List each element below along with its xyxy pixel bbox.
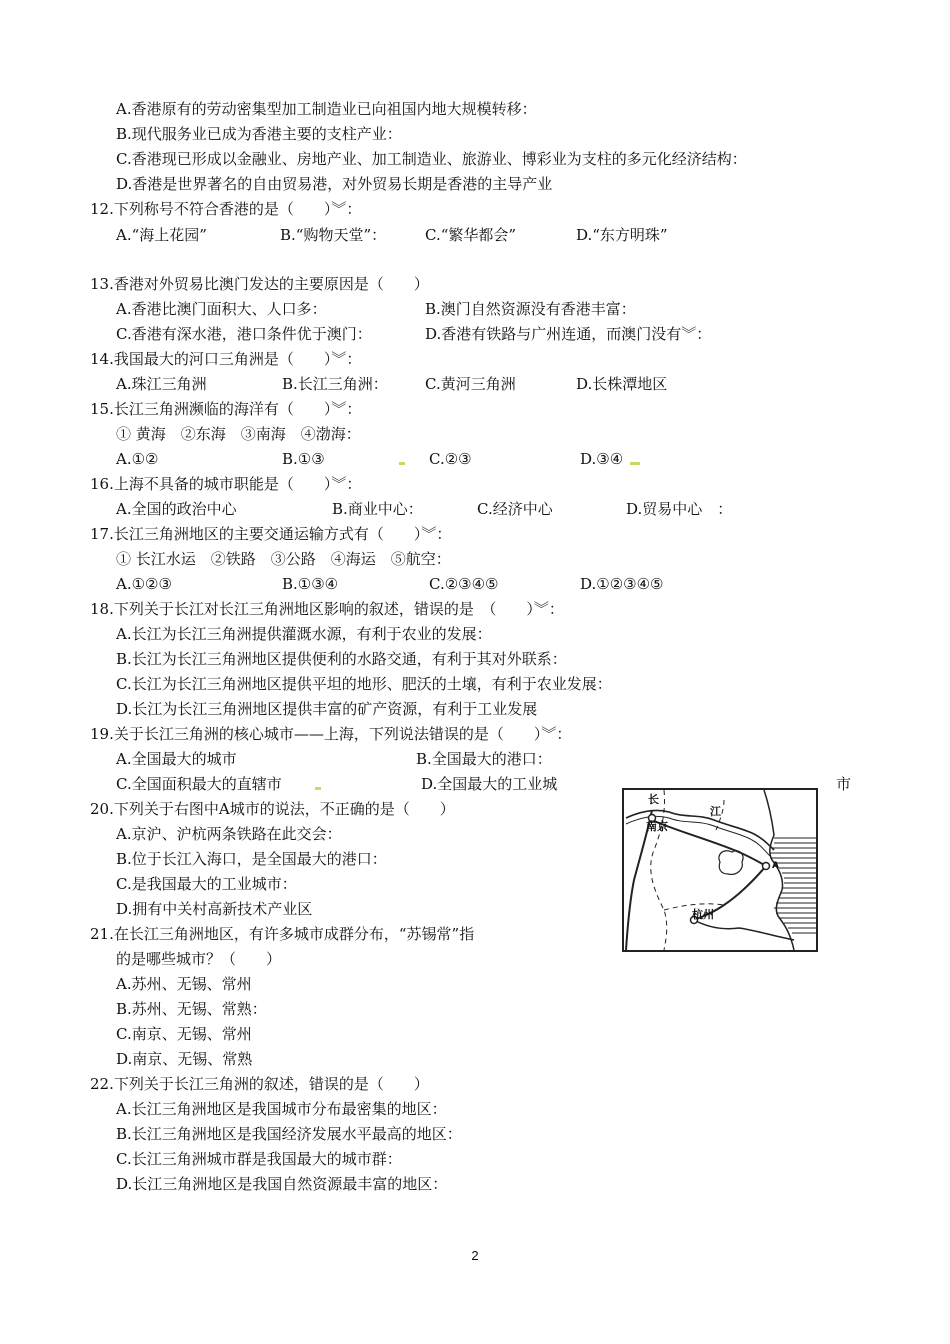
q21-stem-continued: 的是哪些城市？（ ）: [116, 950, 282, 968]
map-label-a: A: [772, 861, 779, 871]
q20-option-d: D.拥有中关村高新技术产业区: [116, 900, 313, 918]
map-label-hangzhou: 杭州: [692, 908, 714, 921]
q15-stem: 15.长江三角洲濒临的海洋有（ ）︾：: [90, 400, 362, 418]
q11-option-a: A.香港原有的劳动密集型加工制造业已向祖国内地大规模转移：: [116, 100, 537, 118]
q16-option-a: A.全国的政治中心: [116, 500, 237, 518]
q21-option-b: B.苏州、无锡、常熟：: [116, 1000, 267, 1018]
q16-option-c: C.经济中心: [477, 500, 553, 518]
q11-option-d: D.香港是世界著名的自由贸易港，对外贸易长期是香港的主导产业: [116, 175, 553, 193]
q13-option-a: A.香港比澳门面积大、人口多：: [116, 300, 327, 318]
q18-option-c: C.长江为长江三角洲地区提供平坦的地形、肥沃的土壤，有利于农业发展：: [116, 675, 612, 693]
map-label-jiang: 江: [710, 805, 721, 818]
q19-option-d: D.全国最大的工业城: [421, 775, 558, 793]
q18-option-b: B.长江为长江三角洲地区提供便利的水路交通，有利于其对外联系：: [116, 650, 567, 668]
q15-items: ① 黄海 ②东海 ③南海 ④渤海：: [116, 425, 361, 443]
q17-stem: 17.长江三角洲地区的主要交通运输方式有（ ）︾：: [90, 525, 452, 543]
highlight-mark: [399, 462, 405, 465]
q22-stem: 22.下列关于长江三角洲的叙述，错误的是（ ）: [90, 1075, 429, 1093]
q13-stem: 13.香港对外贸易比澳门发达的主要原因是（ ）: [90, 275, 429, 293]
q12-option-c: C.“繁华都会”: [425, 226, 517, 244]
q18-stem: 18.下列关于长江对长江三角洲地区影响的叙述，错误的是 （ ）︾：: [90, 600, 564, 618]
q13-option-c: C.香港有深水港，港口条件优于澳门：: [116, 325, 372, 343]
sea-hatching: [770, 838, 816, 933]
yangtze-delta-map: [622, 788, 818, 952]
q15-option-d: D.③④: [580, 450, 624, 468]
q14-option-c: C.黄河三角洲: [425, 375, 516, 393]
q20-option-b: B.位于长江入海口，是全国最大的港口：: [116, 850, 387, 868]
map-label-nanjing: 南京: [646, 820, 668, 833]
q20-stem: 20.下列关于右图中A城市的说法，不正确的是（ ）: [90, 800, 455, 818]
highlight-mark: [315, 787, 321, 790]
q12-option-d: D.“东方明珠”: [576, 226, 668, 244]
q15-option-b: B.①③: [282, 450, 325, 468]
q14-stem: 14.我国最大的河口三角洲是（ ）︾：: [90, 350, 362, 368]
q15-option-c: C.②③: [429, 450, 472, 468]
q16-stem: 16.上海不具备的城市职能是（ ）︾：: [90, 475, 362, 493]
q18-option-d: D.长江为长江三角洲地区提供丰富的矿产资源，有利于工业发展: [116, 700, 538, 718]
q22-option-b: B.长江三角洲地区是我国经济发展水平最高的地区：: [116, 1125, 462, 1143]
q14-option-b: B.长江三角洲：: [282, 375, 388, 393]
q19-option-c: C.全国面积最大的直辖市: [116, 775, 282, 793]
q21-stem: 21.在长江三角洲地区，有许多城市成群分布，“苏锡常”指: [90, 925, 475, 943]
coastline: [764, 790, 794, 950]
q12-stem: 12.下列称号不符合香港的是（ ）︾：: [90, 200, 362, 218]
q22-option-d: D.长江三角洲地区是我国自然资源最丰富的地区：: [116, 1175, 448, 1193]
q22-option-a: A.长江三角洲地区是我国城市分布最密集的地区：: [116, 1100, 447, 1118]
q12-option-b: B.“购物天堂”：: [280, 226, 387, 244]
page-number: 2: [471, 1248, 479, 1263]
q21-option-a: A.苏州、无锡、常州: [116, 975, 252, 993]
q19-stem: 19.关于长江三角洲的核心城市——上海，下列说法错误的是（ ）︾：: [90, 725, 572, 743]
highlight-mark: [630, 462, 640, 465]
q11-option-c: C.香港现已形成以金融业、房地产业、加工制造业、旅游业、博彩业为支柱的多元化经济结构：: [116, 150, 747, 168]
q22-option-c: C.长江三角洲城市群是我国最大的城市群：: [116, 1150, 402, 1168]
map-label-chang: 长: [648, 793, 659, 806]
railway-jinghu: [652, 820, 766, 866]
city-marker-a: [763, 863, 770, 870]
q13-option-b: B.澳门自然资源没有香港丰富：: [425, 300, 636, 318]
q17-option-b: B.①③④: [282, 575, 339, 593]
q17-option-c: C.②③④⑤: [429, 575, 499, 593]
q21-option-d: D.南京、无锡、常熟: [116, 1050, 253, 1068]
q13-option-d: D.香港有铁路与广州连通，而澳门没有︾：: [425, 325, 712, 343]
q17-items: ① 长江水运 ②铁路 ③公路 ④海运 ⑤航空：: [116, 550, 451, 568]
q11-option-b: B.现代服务业已成为香港主要的支柱产业：: [116, 125, 402, 143]
q21-option-c: C.南京、无锡、常州: [116, 1025, 252, 1043]
q14-option-a: A.珠江三角洲: [116, 375, 207, 393]
q12-option-a: A.“海上花园”: [116, 226, 207, 244]
q16-option-d: D.贸易中心 ：: [626, 500, 733, 518]
q19-option-b: B.全国最大的港口：: [416, 750, 552, 768]
q14-option-d: D.长株潭地区: [576, 375, 668, 393]
q17-option-a: A.①②③: [116, 575, 172, 593]
q20-option-c: C.是我国最大的工业城市：: [116, 875, 297, 893]
q20-option-a: A.京沪、沪杭两条铁路在此交会：: [116, 825, 342, 843]
river-qiantang: [694, 920, 794, 940]
q17-option-d: D.①②③④⑤: [580, 575, 664, 593]
q18-option-a: A.长江为长江三角洲提供灌溉水源，有利于农业的发展：: [116, 625, 492, 643]
taihu-lake: [719, 851, 743, 875]
q19-option-a: A.全国最大的城市: [116, 750, 237, 768]
q16-option-b: B.商业中心：: [332, 500, 423, 518]
q15-option-a: A.①②: [116, 450, 159, 468]
q19-option-d-tail: 市: [836, 775, 852, 793]
